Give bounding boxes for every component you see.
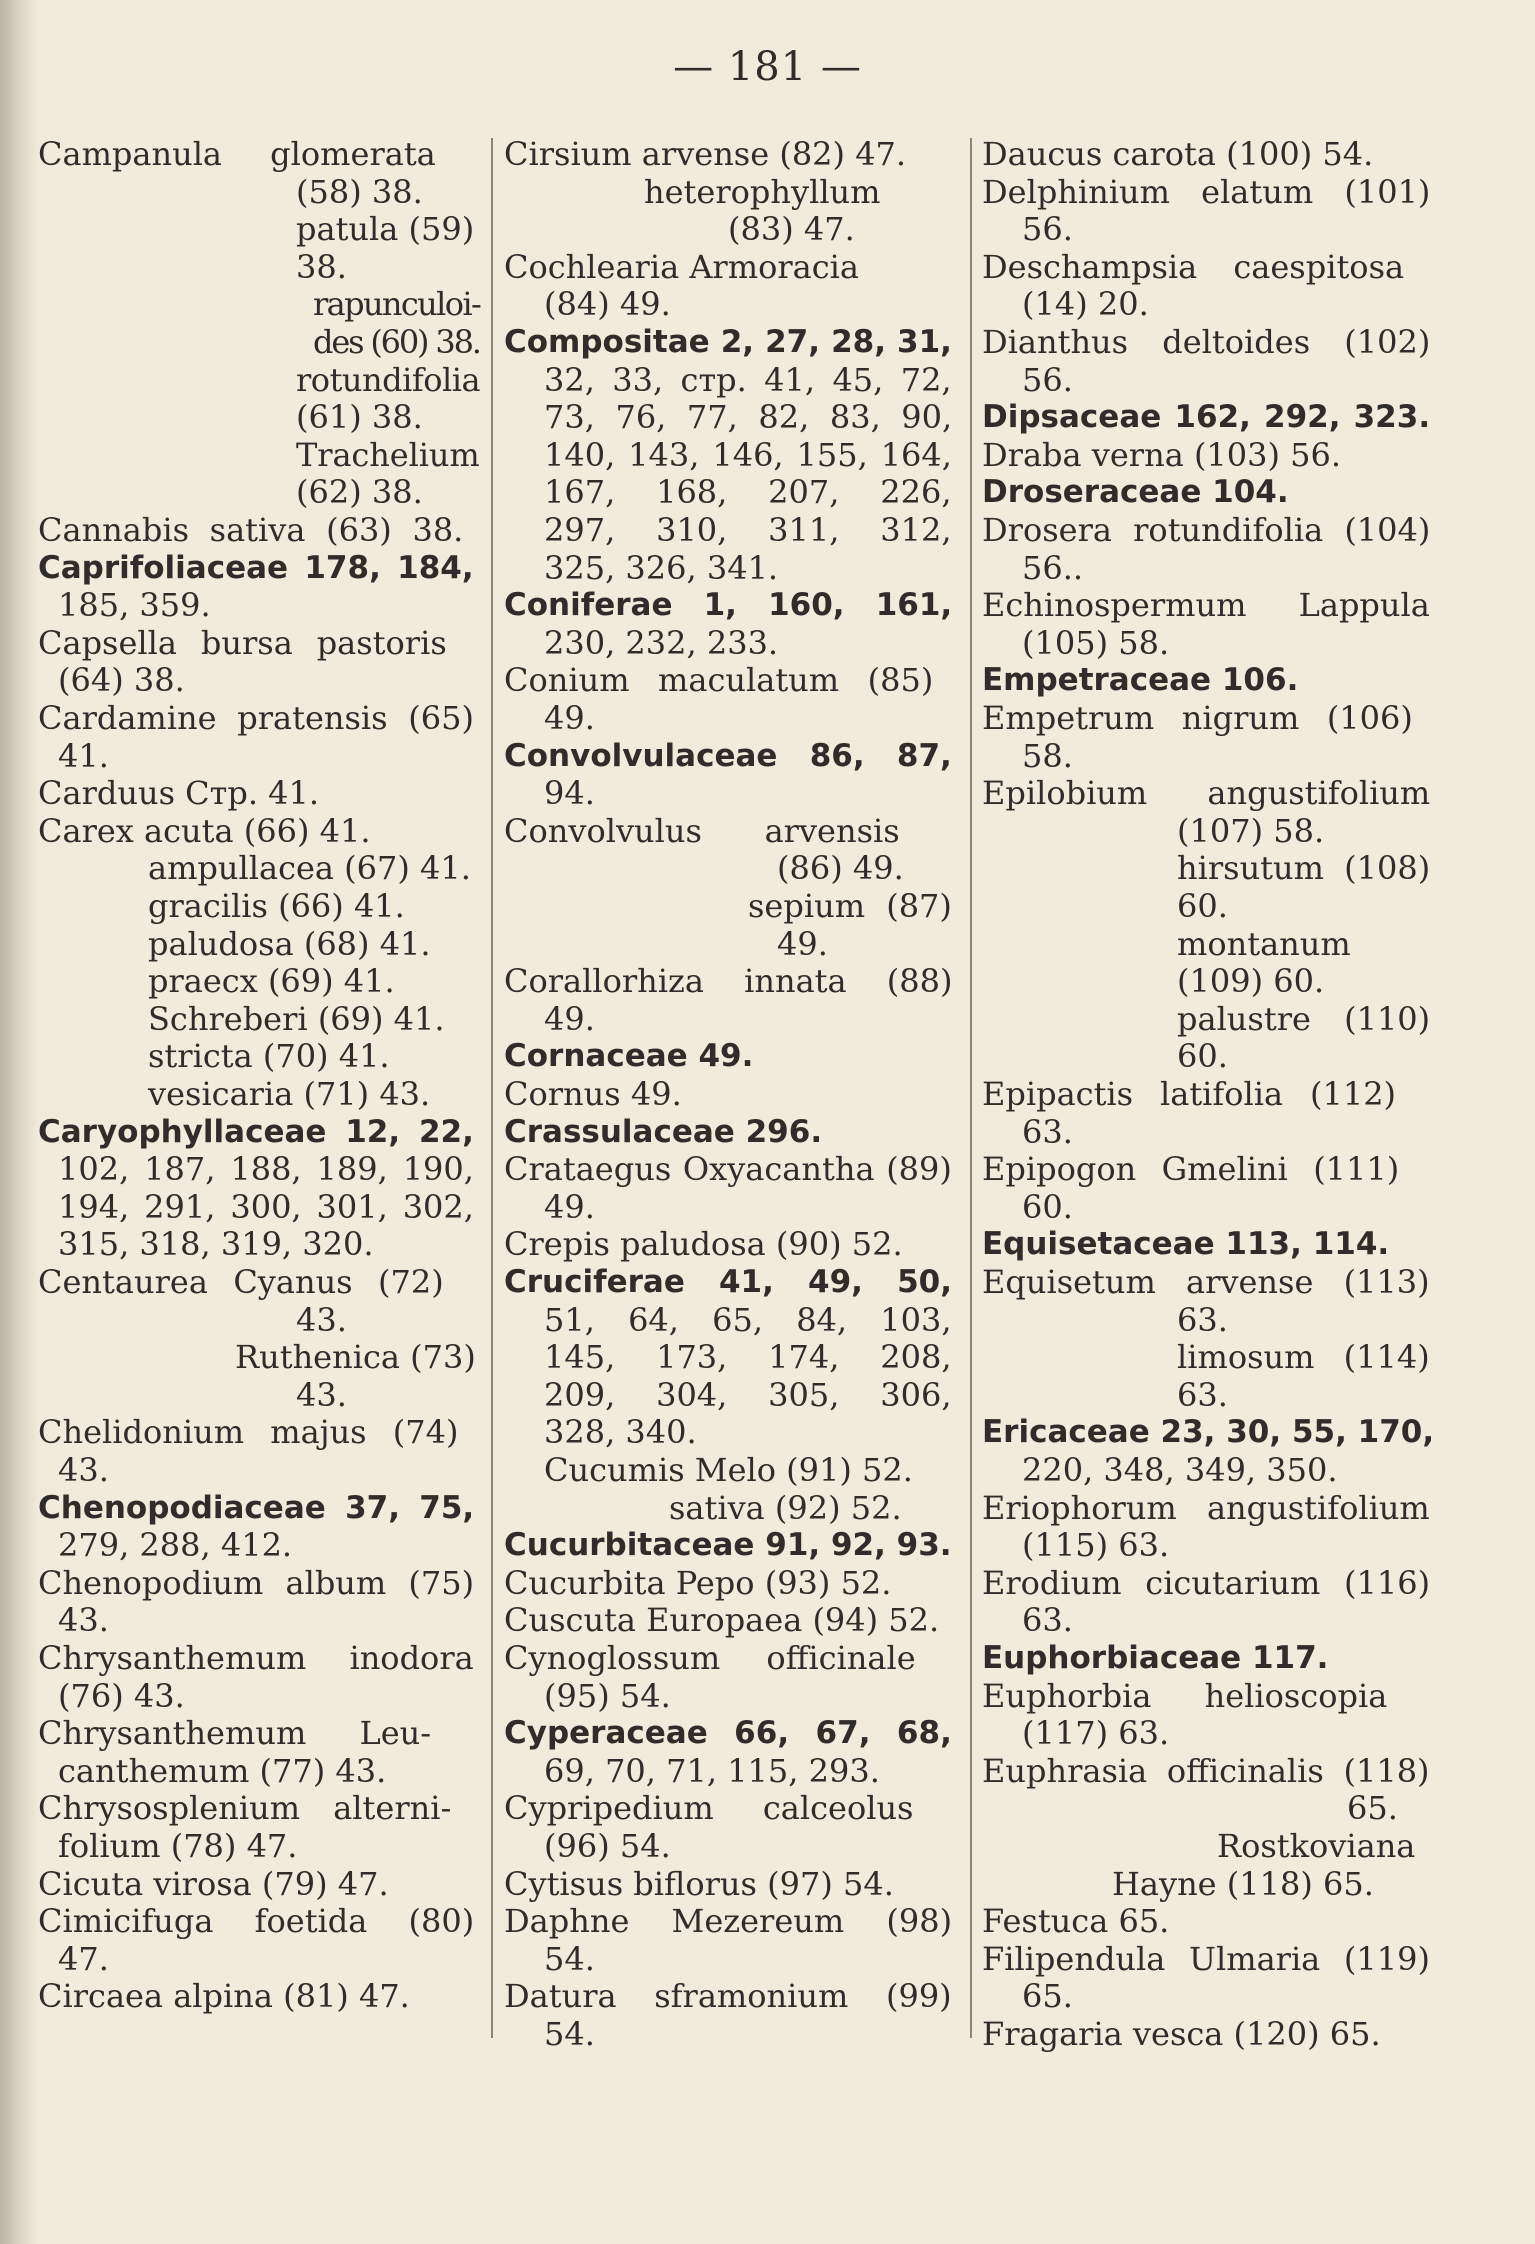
index-entry-line: (95) 54.	[544, 1676, 671, 1715]
index-entry-line: Filipendula Ulmaria (119)	[982, 1939, 1430, 1978]
index-entry-line: 209, 304, 305, 306,	[544, 1375, 952, 1414]
index-entry-line: Carduus Стр. 41.	[38, 774, 320, 813]
index-entry-line: ampullacea (67) 41.	[148, 849, 471, 888]
index-entry-line: Trachelium	[296, 435, 480, 474]
index-entry-line: 63.	[1177, 1300, 1228, 1339]
index-entry-line: 63.	[1022, 1601, 1073, 1640]
index-entry-line: Campanula glomerata	[38, 135, 436, 173]
index-entry-line: 102, 187, 188, 189, 190,	[58, 1150, 474, 1189]
index-entry-line: Draba verna (103) 56.	[982, 435, 1342, 474]
index-entry-line: (58) 38.	[296, 172, 423, 211]
index-entry-line: praecx (69) 41.	[148, 962, 395, 1001]
index-entry-line: Cicuta virosa (79) 47.	[38, 1864, 389, 1903]
index-entry-line: Chrysanthemum inodora	[38, 1639, 474, 1677]
index-entry-line: Cynoglossum officinale	[504, 1639, 916, 1677]
index-entry-line: 63.	[1022, 1112, 1073, 1151]
index-entry-line: 60.	[1177, 887, 1228, 925]
index-entry-line: 185, 359.	[58, 586, 211, 625]
index-entry-line: Cimicifuga foetida (80)	[38, 1902, 475, 1941]
index-entry-line: 49.	[544, 999, 595, 1038]
index-entry-line: Rostkoviana	[1217, 1827, 1416, 1865]
index-entry-line: (84) 49.	[544, 285, 671, 324]
index-entry-line: 43.	[58, 1601, 109, 1640]
index-entry-line: Ruthenica (73)	[235, 1338, 476, 1377]
index-entry-line: 140, 143, 146, 155, 164,	[544, 435, 952, 474]
index-entry-line: 297, 310, 311, 312,	[544, 511, 952, 549]
index-entry-line: (96) 54.	[544, 1827, 671, 1865]
index-entry-line: vesicaria (71) 43.	[148, 1075, 431, 1113]
index-entry-line: Cornus 49.	[504, 1075, 682, 1113]
index-entry-line: Cirsium arvense (82) 47.	[504, 135, 907, 173]
index-entry-line: Cypripedium calceolus	[504, 1789, 914, 1828]
index-entry-line: Empetrum nigrum (106)	[982, 699, 1413, 737]
family-entry-line: Empetraceae 106.	[982, 662, 1299, 699]
index-entry-line: Conium maculatum (85)	[504, 661, 934, 700]
index-entry-line: Equisetum arvense (113)	[982, 1263, 1430, 1301]
index-entry-line: 43.	[296, 1375, 347, 1414]
index-entry-line: rotundifolia	[296, 360, 481, 399]
index-entry-line: Datura sframonium (99)	[504, 1977, 952, 2016]
index-entry-line: 220, 348, 349, 350.	[1022, 1451, 1338, 1489]
index-entry-line: Epipactis latifolia (112)	[982, 1075, 1397, 1113]
family-entry-line: Cucurbitaceae 91, 92, 93.	[504, 1527, 952, 1564]
index-entry-line: Euphorbia helioscopia	[982, 1676, 1388, 1715]
index-entry-line: (61) 38.	[296, 398, 423, 437]
index-entry-line: 49.	[544, 1187, 595, 1226]
index-entry-line: Dianthus deltoides (102)	[982, 323, 1431, 361]
index-entry-line: 54.	[544, 1939, 595, 1978]
index-entry-line: Cochlearia Armoracia	[504, 247, 859, 286]
page-number: — 181 —	[673, 44, 862, 90]
index-entry-line: Cytisus biflorus (97) 54.	[504, 1864, 894, 1903]
index-entry-line: (83) 47.	[728, 210, 855, 249]
family-entry-line: Convolvulaceae 86, 87,	[504, 737, 952, 774]
index-entry-line: 51, 64, 65, 84, 103,	[544, 1300, 952, 1339]
index-entry-line: Chrysanthemum Leu-	[38, 1714, 432, 1753]
index-entry-line: canthemum (77) 43.	[58, 1751, 387, 1790]
index-entry-line: (105) 58.	[1022, 623, 1170, 662]
family-entry-line: Crassulaceae 296.	[504, 1113, 823, 1150]
index-entry-line: Eriophorum angustifolium	[982, 1488, 1430, 1527]
index-entry-line: 49.	[777, 924, 828, 963]
index-entry-line: 43.	[58, 1451, 109, 1489]
index-entry-line: Crepis paludosa (90) 52.	[504, 1225, 903, 1264]
index-entry-line: Festuca 65.	[982, 1902, 1170, 1941]
family-entry-line: Cruciferae 41, 49, 50,	[504, 1264, 952, 1300]
index-entry-line: Chelidonium majus (74)	[38, 1413, 459, 1452]
index-entry-line: heterophyllum	[644, 172, 881, 211]
family-entry-line: Droseraceae 104.	[982, 474, 1289, 511]
index-entry-line: stricta (70) 41.	[148, 1037, 390, 1076]
index-entry-line: paludosa (68) 41.	[148, 924, 431, 963]
index-entry-line: 65.	[1347, 1789, 1398, 1828]
index-entry-line: 56..	[1022, 548, 1084, 587]
index-entry-line: 63.	[1177, 1375, 1228, 1414]
index-entry-line: 279, 288, 412.	[58, 1526, 293, 1565]
index-entry-line: Hayne (118) 65.	[1112, 1864, 1374, 1903]
index-entry-line: rapunculoi-	[313, 285, 481, 324]
family-entry-line: Caryophyllaceae 12, 22,	[38, 1113, 474, 1150]
index-entry-line: 54.	[544, 2015, 595, 2053]
family-entry-line: Ericaceae 23, 30, 55, 170,	[982, 1414, 1435, 1451]
index-entry-line: 328, 340.	[544, 1413, 697, 1452]
family-entry-line: Dipsaceae 162, 292, 323.	[982, 399, 1431, 436]
family-entry-line: Compositae 2, 27, 28, 31,	[504, 324, 952, 360]
index-entry-line: 32, 33, стр. 41, 45, 72,	[544, 360, 952, 399]
index-entry-line: folium (78) 47.	[58, 1827, 298, 1865]
index-entry-line: 49.	[544, 699, 595, 737]
family-entry-line: Cyperaceae 66, 67, 68,	[504, 1715, 952, 1752]
index-column-2	[504, 136, 958, 2061]
index-entry-line: (62) 38.	[296, 473, 423, 512]
index-entry-line: 60.	[1177, 1037, 1228, 1076]
index-entry-line: hirsutum (108)	[1177, 849, 1431, 888]
index-entry-line: 167, 168, 207, 226,	[544, 473, 952, 512]
index-entry-line: des (60) 38.	[313, 323, 480, 361]
index-entry-line: Centaurea Cyanus (72)	[38, 1263, 444, 1301]
index-entry-line: 41.	[58, 736, 109, 775]
index-entry-line: Schreberi (69) 41.	[148, 999, 445, 1038]
index-entry-line: Cannabis sativa (63) 38.	[38, 511, 464, 549]
index-entry-line: (109) 60.	[1177, 962, 1325, 1001]
index-entry-line: gracilis (66) 41.	[148, 887, 405, 925]
index-entry-line: Circaea alpina (81) 47.	[38, 1977, 410, 2016]
index-entry-line: (107) 58.	[1177, 811, 1325, 850]
index-entry-line: 47.	[58, 1939, 109, 1978]
index-entry-line: Carex acuta (66) 41.	[38, 811, 371, 850]
index-entry-line: Cucumis Melo (91) 52.	[544, 1451, 913, 1489]
index-entry-line: palustre (110)	[1177, 999, 1431, 1038]
index-entry-line: Drosera rotundifolia (104)	[982, 511, 1431, 549]
index-entry-line: patula (59)	[296, 210, 475, 249]
index-entry-line: Erodium cicutarium (116)	[982, 1563, 1431, 1602]
index-column-1	[38, 136, 480, 2061]
index-entry-line: 38.	[296, 247, 347, 286]
index-column-3	[982, 136, 1436, 2061]
index-entry-line: (117) 63.	[1022, 1714, 1170, 1753]
index-entry-line: 230, 232, 233.	[544, 623, 779, 662]
index-entry-line: Echinospermum Lappula	[982, 586, 1430, 625]
family-entry-line: Coniferae 1, 160, 161,	[504, 587, 953, 624]
index-entry-line: Daphne Mezereum (98)	[504, 1902, 953, 1941]
index-entry-line: sepium (87)	[748, 887, 952, 925]
index-entry-line: montanum	[1177, 924, 1351, 963]
index-entry-line: Cardamine pratensis (65)	[38, 699, 474, 737]
index-entry-line: 56.	[1022, 210, 1073, 249]
index-entry-line: (14) 20.	[1022, 285, 1149, 324]
index-entry-line: Capsella bursa pastoris	[38, 623, 447, 662]
column-divider	[970, 138, 972, 2038]
family-entry-line: Euphorbiaceae 117.	[982, 1640, 1329, 1676]
family-entry-line: Equisetaceae 113, 114.	[982, 1226, 1390, 1263]
index-entry-line: Euphrasia officinalis (118)	[982, 1751, 1430, 1790]
index-entry-line: 69, 70, 71, 115, 293.	[544, 1751, 880, 1790]
index-entry-line: 43.	[296, 1300, 347, 1339]
index-entry-line: 56.	[1022, 360, 1073, 399]
index-entry-line: (86) 49.	[777, 849, 904, 888]
index-entry-line: 145, 173, 174, 208,	[544, 1338, 952, 1377]
index-entry-line: Corallorhiza innata (88)	[504, 962, 953, 1001]
index-entry-line: 60.	[1022, 1187, 1073, 1226]
index-entry-line: 58.	[1022, 736, 1073, 775]
family-entry-line: Cornaceae 49.	[504, 1038, 754, 1075]
column-divider	[491, 138, 493, 2038]
index-entry-line: 65.	[1022, 1977, 1073, 2016]
index-entry-line: Daucus carota (100) 54.	[982, 135, 1374, 173]
index-entry-line: (64) 38.	[58, 661, 185, 700]
index-entry-line: limosum (114)	[1177, 1338, 1430, 1377]
index-entry-line: Crataegus Oxyacantha (89)	[504, 1150, 952, 1189]
index-entry-line: Cucurbita Pepo (93) 52.	[504, 1563, 892, 1602]
index-entry-line: Delphinium elatum (101)	[982, 172, 1431, 211]
family-entry-line: Caprifoliaceae 178, 184,	[38, 549, 474, 586]
index-entry-line: Cuscuta Europaea (94) 52.	[504, 1601, 940, 1640]
index-entry-line: Chenopodium album (75)	[38, 1563, 475, 1602]
index-entry-line: 325, 326, 341.	[544, 548, 779, 587]
index-entry-line: (115) 63.	[1022, 1526, 1170, 1565]
family-entry-line: Chenopodiaceae 37, 75,	[38, 1489, 475, 1526]
index-entry-line: 315, 318, 319, 320.	[58, 1225, 374, 1264]
index-entry-line: Convolvulus arvensis	[504, 811, 900, 850]
index-entry-line: 94.	[544, 774, 595, 813]
page-edge-shadow	[0, 0, 38, 2244]
index-entry-line: (76) 43.	[58, 1676, 185, 1715]
index-entry-line: 73, 76, 77, 82, 83, 90,	[544, 398, 953, 437]
index-entry-line: sativa (92) 52.	[669, 1488, 902, 1527]
index-entry-line: 194, 291, 300, 301, 302,	[58, 1187, 474, 1226]
index-entry-line: Chrysosplenium alterni-	[38, 1789, 452, 1828]
index-entry-line: Epipogon Gmelini (111)	[982, 1150, 1400, 1189]
index-entry-line: Fragaria vesca (120) 65.	[982, 2015, 1381, 2053]
index-entry-line: Deschampsia caespitosa	[982, 247, 1405, 286]
index-entry-line: Epilobium angustifolium	[982, 774, 1431, 813]
